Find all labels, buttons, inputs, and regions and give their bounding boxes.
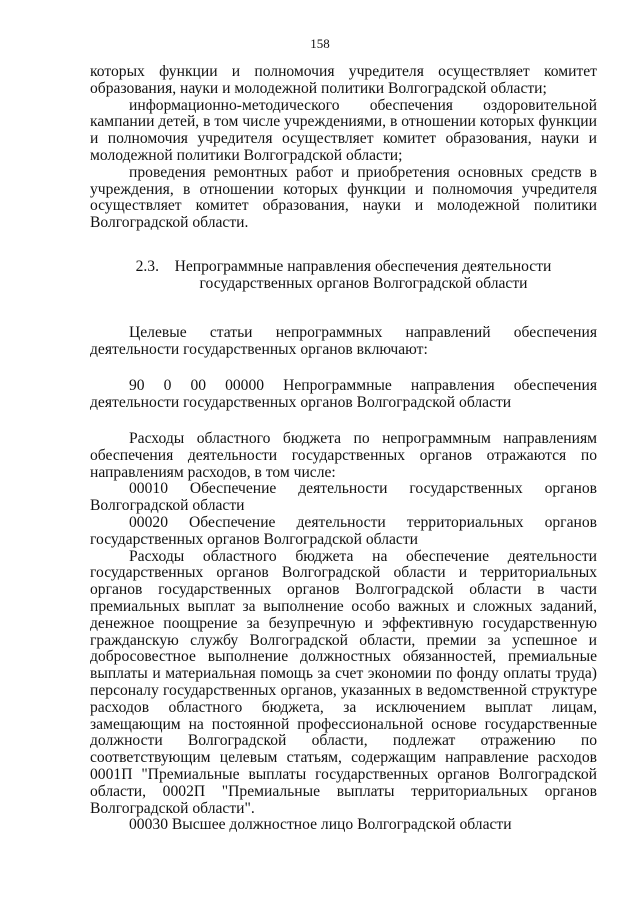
paragraph: Расходы областного бюджета на обеспечение деятельности государственных органов Волгоградской области и территориальных органов государственных органов Волгоградской области в части премиальных выплат за выполнение особо важных и сложных заданий, денежное поощрение за безупречную и эффективную государственную гражданскую службу Волгоградской области, премии за успешное и добросовестное выполнение должностных обязанностей, премиальные выплаты и материальная помощь за счет экономии по фонду оплаты труда) персоналу государственных органов, указанных в ведомственной структуре расходов областного бюджета, за исключением выплат лицам, замещающим на постоянной профессиональной основе государственные должности Волгоградской области, подлежат отражению по соответствующим целевым статьям, содержащим направление расходов 0001П "Премиальные выплаты государственных органов Волгоградской области, 0002П "Премиальные выплаты территориальных органов Волгоградской области". (90, 547, 597, 817)
section-title-line2: государственных органов Волгоградской области (199, 275, 528, 292)
section-number: 2.3. (135, 258, 159, 275)
section-heading (90, 258, 597, 292)
intro-block (90, 325, 597, 359)
intro-paragraph: Целевые статьи непрограммных направлений обеспечения деятельности государственных органов включают: (90, 324, 597, 358)
target-item-block (90, 378, 597, 412)
section-heading-line1 (90, 258, 597, 275)
top-text-block (90, 64, 597, 232)
page-number: 158 (310, 36, 330, 51)
target-item: 90 0 00 00000 Непрограммные направления обеспечения деятельности государственных органов Волгоградской области (90, 377, 597, 411)
paragraph: Расходы областного бюджета по непрограммным направлениям обеспечения деятельности государственных органов отражаются по направлениям расходов, в том числе: (90, 430, 597, 481)
expense-item: 00020 Обеспечение деятельности территориальных органов государственных органов Волгоградской области (90, 513, 597, 548)
body-text-block (90, 431, 597, 834)
section-title-line1: Непрограммные направления обеспечения деятельности (174, 258, 552, 275)
paragraph: которых функции и полномочия учредителя осуществляет комитет образования, науки и молодежной политики Волгоградской области; (90, 63, 597, 97)
paragraph: информационно-методического обеспечения оздоровительной кампании детей, в том числе учреждениями, в отношении которых функции и полномочия учредителя осуществляет комитет образования, науки и молодежной политики Волгоградской области; (90, 96, 597, 164)
expense-item: 00010 Обеспечение деятельности государственных органов Волгоградской области (90, 480, 597, 515)
expense-item: 00030 Высшее должностное лицо Волгоградской области (129, 816, 512, 834)
paragraph: проведения ремонтных работ и приобретения основных средств в учреждения, в отношении которых функции и полномочия учредителя осуществляет комитет образования, науки и молодежной политики Волгоградской области. (90, 163, 597, 232)
